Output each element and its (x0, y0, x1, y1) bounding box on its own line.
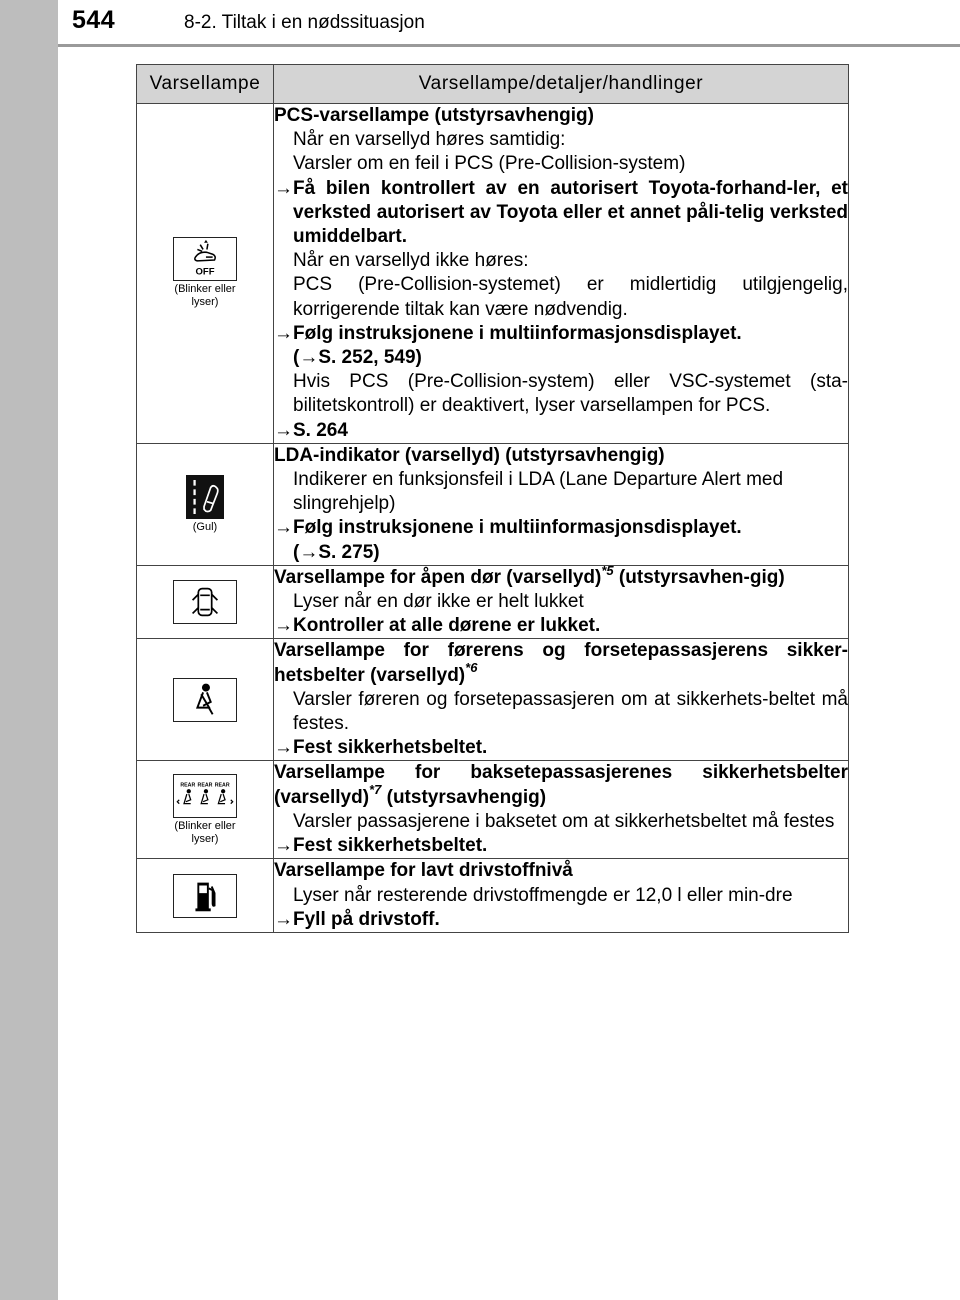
icon-caption: (Blinker eller lyser) (174, 819, 236, 845)
page-reference: (→S. 275) (293, 541, 380, 563)
icon-cell (137, 639, 274, 761)
section-title: 8-2. Tiltak i en nødssituasjon (184, 12, 425, 33)
description-text: Varsler om en feil i PCS (Pre-Collision-system) (293, 153, 686, 175)
page-reference: (→S. 252, 549) (293, 347, 422, 369)
rear-seatbelt-icon (173, 774, 237, 818)
svg-text:REAR: REAR (214, 782, 230, 789)
column-header-details: Varsellampe/detaljer/handlinger (274, 65, 849, 104)
details-cell (274, 859, 849, 933)
details-cell (274, 562, 849, 639)
fuel-pump-icon (173, 874, 237, 918)
svg-text:REAR: REAR (197, 782, 213, 789)
arrow-icon: → (274, 737, 293, 759)
row-title: LDA-indikator (varsellyd) (utstyrsavhengig) (274, 444, 665, 466)
arrow-icon: → (274, 908, 293, 930)
table-row-lda (137, 443, 849, 565)
description-text: Varsler føreren og forsetepassasjeren om at sikkerhets-beltet må festes. (293, 688, 848, 735)
arrow-icon: → (274, 419, 293, 441)
description-text: PCS (Pre-Collision-systemet) er midlertidig utilgjengelig, korrigerende tiltak kan være nødvendig. (293, 274, 848, 320)
svg-text:REAR: REAR (180, 782, 196, 789)
arrow-icon: → (274, 177, 293, 199)
action-text: → Få bilen kontrollert av en autorisert Toyota-forhand-ler, et verksted autorisert av Toyota eller et annet påli-telig verksted umiddelbart. (274, 177, 848, 248)
description-text: Indikerer en funksjonsfeil i LDA (Lane Departure Alert med slingrehjelp) (293, 469, 784, 515)
table-row-door (137, 565, 849, 639)
arrow-icon: → (274, 322, 293, 344)
action-text: → S. 264 (274, 419, 848, 443)
action-text: → Kontroller at alle dørene er lukket. (274, 614, 848, 638)
icon-cell (137, 761, 274, 859)
table-row-front-seatbelt (137, 639, 849, 761)
row-title: Varsellampe for baksetepassasjerenes sikkerhetsbelter (varsellyd)$^{*7}$ (utstyrsavhengig) (274, 762, 848, 808)
arrow-icon: → (274, 615, 293, 637)
details-cell (274, 761, 849, 859)
icon-cell (137, 443, 274, 565)
description-text: Lyser når resterende drivstoffmengde er 12,0 l eller min-dre (293, 884, 793, 906)
svg-text:OFF: OFF (195, 266, 215, 278)
arrow-icon: → (274, 835, 293, 857)
arrow-icon: → (274, 517, 293, 539)
icon-cell (137, 859, 274, 933)
icon-caption: (Gul) (192, 520, 218, 533)
action-text: → Følg instruksjonene i multiinformasjonsdisplayet. (→S. 252, 549) (274, 322, 742, 369)
action-text: → Følg instruksjonene i multiinformasjonsdisplayet. (→S. 275) (274, 517, 742, 563)
table-header-row (137, 65, 849, 104)
column-header-light: Varsellampe (137, 65, 274, 104)
row-title: Varsellampe for førerens og forsetepassasjerens sikker-hetsbelter (varsellyd)$^{*6}$ (274, 640, 848, 686)
description-text: Varsler passasjerene i baksetet om at sikkerhetsbeltet må festes (293, 810, 835, 832)
action-text: → Fest sikkerhetsbeltet. (274, 736, 848, 760)
seatbelt-icon (173, 678, 237, 722)
open-door-icon (173, 580, 237, 624)
condition-text: Når en varsellyd ikke høres: (293, 250, 529, 272)
row-title: Varsellampe for åpen dør (varsellyd)$^{*5}$ (utstyrsavhen-gig) (274, 562, 785, 588)
left-margin-band (0, 0, 58, 1300)
icon-cell (137, 104, 274, 444)
details-cell (274, 639, 849, 761)
table-row-fuel (137, 859, 849, 933)
table-row-rear-seatbelt (137, 761, 849, 859)
icon-caption: (Blinker eller lyser) (174, 283, 236, 309)
action-text: → Fest sikkerhetsbeltet. (274, 834, 848, 858)
table-row-pcs (137, 104, 849, 444)
row-title: PCS-varsellampe (utstyrsavhengig) (274, 105, 594, 126)
icon-cell (137, 565, 274, 639)
lane-departure-icon (186, 475, 224, 519)
warning-light-table (136, 64, 849, 933)
description-text: Hvis PCS (Pre-Collision-system) eller VSC-systemet (sta-bilitetskontroll) er deaktivert, lyser varsellampen for PCS. (293, 371, 848, 417)
details-cell (274, 104, 849, 444)
pcs-off-icon (173, 237, 237, 281)
page-number: 544 (72, 6, 116, 34)
description-text: Lyser når en dør ikke er helt lukket (293, 591, 584, 613)
action-text: → Fyll på drivstoff. (274, 908, 848, 932)
condition-text: Når en varsellyd høres samtidig: (293, 129, 566, 151)
row-title: Varsellampe for lavt drivstoffnivå (274, 860, 573, 882)
details-cell (274, 443, 849, 565)
header-divider (58, 44, 960, 47)
